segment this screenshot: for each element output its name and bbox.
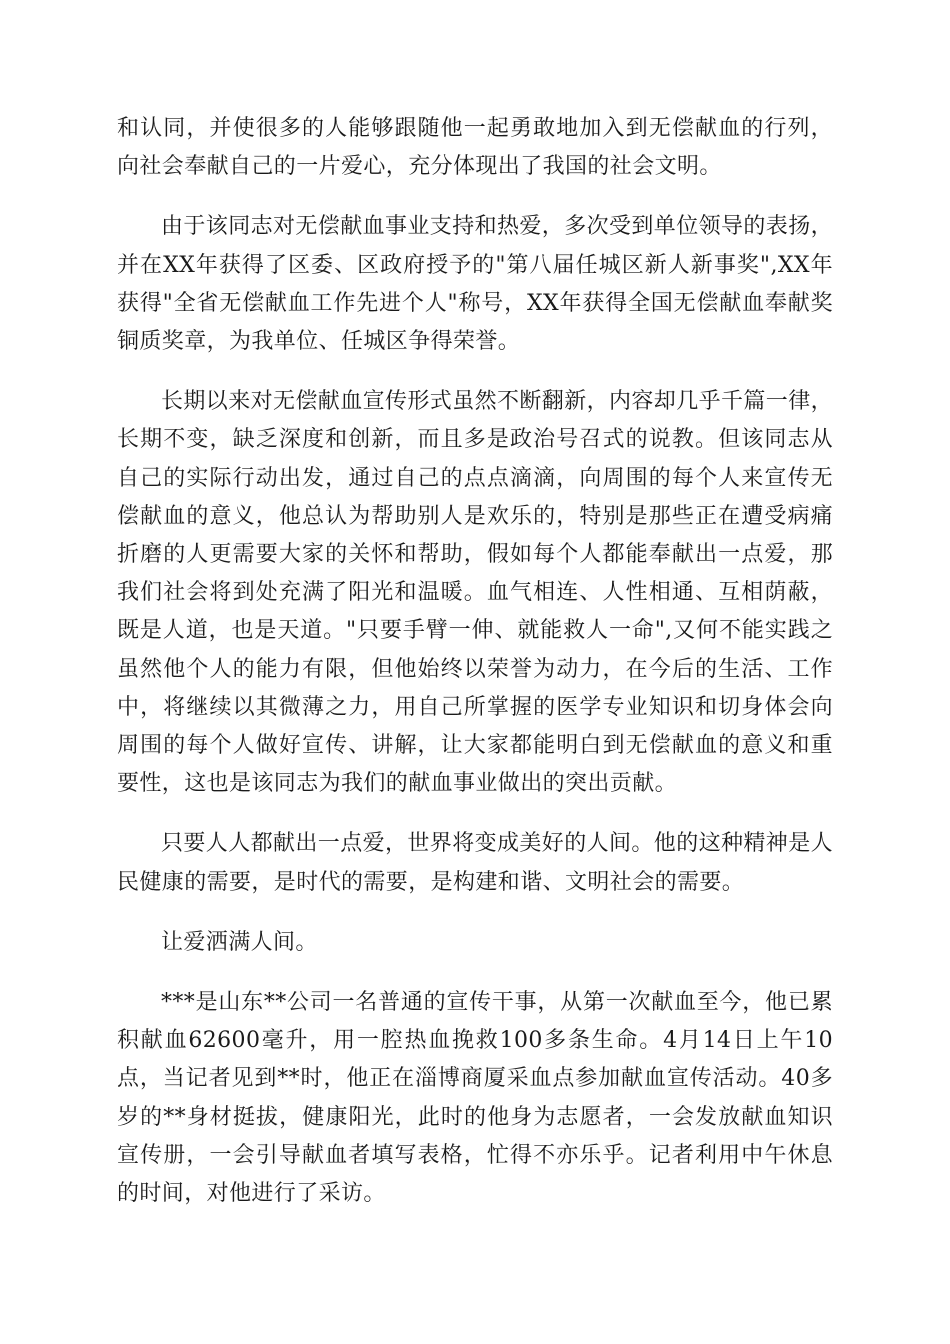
- paragraph-promotion: 长期以来对无偿献血宣传形式虽然不断翻新，内容却几乎千篇一律，长期不变，缺乏深度和创新，而且多是政治号召式的说教。但该同志从自己的实际行动出发，通过自己的点点滴滴，向周围的每个人来宣传无偿献血的意义，他总认为帮助别人是欢乐的，特别是那些正在遭受病痛折磨的人更需要大家的关怀和帮助，假如每个人都能奉献出一点爱，那我们社会将到处充满了阳光和温暖。血气相连、人性相通、互相荫蔽，既是人道，也是天道。"只要手臂一伸、就能救人一命",又何不能实践之虽然他个人的能力有限，但他始终以荣誉为动力，在今后的生活、工作中，将继续以其微薄之力，用自己所掌握的医学专业知识和切身体会向周围的每个人做好宣传、讲解，让大家都能明白到无偿献血的意义和重要性，这也是该同志为我们的献血事业做出的突出贡献。: [117, 389, 834, 797]
- paragraph-interview: ***是山东**公司一名普通的宣传干事，从第一次献血至今，他已累积献血62600毫升，用一腔热血挽救100多条生命。4月14日上午10点，当记者见到**时，他正在淄博商厦采血点参加献血宣传活动。40多岁的**身材挺拔，健康阳光，此时的他身为志愿者，一会发放献血知识宣传册，一会引导献血者填写表格，忙得不亦乐乎。记者利用中午休息的时间，对他进行了采访。: [117, 990, 833, 1207]
- paragraph-continued: 和认同，并使很多的人能够跟随他一起勇敢地加入到无偿献血的行列，向社会奉献自己的一片爱心，充分体现出了我国的社会文明。: [117, 116, 833, 180]
- document-body: [117, 110, 833, 1235]
- paragraph-honors: 由于该同志对无偿献血事业支持和热爱，多次受到单位领导的表扬，并在XX年获得了区委、区政府授予的"第八届任城区新人新事奖",XX年获得"全省无偿献血工作先进个人"称号，XX年获得全国无偿献血奉献奖铜质奖章，为我单位、任城区争得荣誉。: [117, 214, 834, 355]
- paragraph-spirit: 只要人人都献出一点爱，世界将变成美好的人间。他的这种精神是人民健康的需要，是时代的需要，是构建和谐、文明社会的需要。: [117, 831, 834, 895]
- paragraph-subtitle: 让爱洒满人间。: [161, 929, 318, 955]
